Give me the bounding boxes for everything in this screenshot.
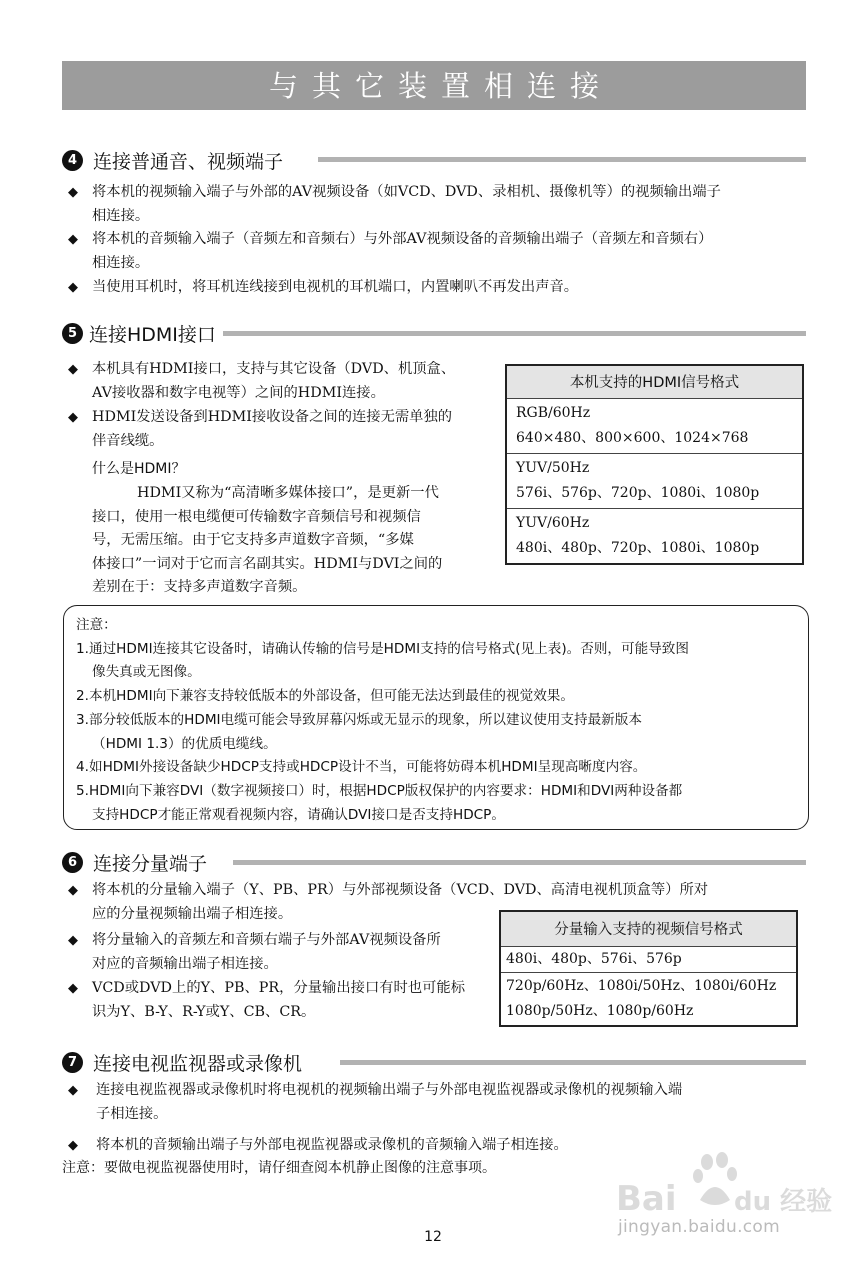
table-cell: YUV/50Hz (506, 453, 803, 481)
note-line: 像失真或无图像。 (92, 664, 201, 681)
s6-bullet-1: ◆ 将本机的分量输入端子（Y、PB、PR）与外部视频设备（VCD、DVD、高清电视机顶盒等）所对 应的分量视频输出端子相连接。 (68, 879, 808, 926)
section-4-number: 4 (62, 150, 83, 171)
section-6-title: 连接分量端子 (93, 852, 208, 875)
section-5-number: 5 (62, 323, 83, 344)
bullet-diamond-icon: ◆ (68, 232, 78, 247)
bullet-diamond-icon: ◆ (68, 280, 78, 295)
s5-bullet-1: ◆ 本机具有HDMI接口，支持与其它设备（DVD、机顶盒、 AV接收器和数字电视等）之间的HDMI连接。 (68, 358, 498, 405)
bullet-diamond-icon: ◆ (68, 185, 78, 200)
hdmi-table-header: 本机支持的HDMI信号格式 (506, 365, 803, 398)
section-7-title: 连接电视监视器或录像机 (93, 1052, 303, 1075)
svg-text:Bai: Bai (616, 1179, 677, 1219)
table-cell: YUV/60Hz (506, 508, 803, 536)
s5-bullet-2: ◆ HDMI发送设备到HDMI接收设备之间的连接无需单独的 伴音线缆。 (68, 406, 498, 453)
baidu-jingyan-watermark-logo (612, 1150, 833, 1220)
section-4-title: 连接普通音、视频端子 (93, 150, 284, 173)
s6-bullet-3: ◆ VCD或DVD上的Y、PB、PR，分量输出接口有时也可能标 识为Y、B-Y、R-Y或Y、CB、CR。 (68, 977, 493, 1024)
s4-bullet-1: ◆ 将本机的视频输入端子与外部的AV视频设备（如VCD、DVD、录相机、摄像机等）的视频输出端子 相连接。 (68, 181, 808, 228)
watermark-url: jingyan.baidu.com (618, 1217, 780, 1237)
section-5-title: 连接HDMI接口 (89, 323, 216, 346)
table-cell: 1080p/50Hz、1080p/60Hz (506, 1002, 694, 1019)
bullet-diamond-icon: ◆ (68, 933, 78, 948)
bullet-diamond-icon: ◆ (68, 1083, 78, 1098)
section-5-heading (62, 321, 216, 345)
section-4-heading (62, 148, 283, 172)
section-6-heading (62, 850, 207, 874)
component-format-table (499, 910, 798, 1027)
note-line: 支持HDCP才能正常观看视频内容，请确认DVI接口是否支持HDCP。 (92, 806, 505, 823)
section-6-rule (233, 860, 806, 865)
page-number: 12 (424, 1229, 442, 1245)
section-6-number: 6 (62, 852, 83, 873)
s4-bullet-3: ◆ 当使用耳机时，将耳机连线接到电视机的耳机端口，内置喇叭不再发出声音。 (68, 276, 808, 300)
section-7-heading (62, 1050, 302, 1074)
bullet-diamond-icon: ◆ (68, 362, 78, 377)
note-line: 4.如HDMI外接设备缺少HDCP支持或HDCP设计不当，可能将妨碍本机HDMI呈现高晰度内容。 (76, 759, 647, 776)
note-line: 5.HDMI向下兼容DVI（数字视频接口）时，根据HDCP版权保护的内容要求：HDMI和DVI两种设备都 (76, 782, 683, 799)
section-4-rule (318, 157, 806, 162)
hdmi-notes-box (63, 605, 809, 830)
table-cell: 640×480、800×600、1024×768 (516, 429, 749, 446)
bullet-diamond-icon: ◆ (68, 981, 78, 996)
notes-title: 注意： (76, 617, 117, 633)
s6-bullet-2: ◆ 将分量输入的音频左和音频右端子与外部AV视频设备所 对应的音频输出端子相连接。 (68, 929, 493, 976)
section-7-rule (340, 1060, 806, 1065)
s7-bullet-2: ◆ 将本机的音频输出端子与外部电视监视器或录像机的音频输入端子相连接。 (68, 1134, 808, 1158)
bullet-diamond-icon: ◆ (68, 883, 78, 898)
table-cell: 576i、576p、720p、1080i、1080p (516, 484, 760, 501)
note-line: 2.本机HDMI向下兼容支持较低版本的外部设备，但可能无法达到最佳的视觉效果。 (76, 688, 574, 705)
component-table-header: 分量输入支持的视频信号格式 (500, 911, 797, 946)
s4-bullet-2: ◆ 将本机的音频输入端子（音频左和音频右）与外部AV视频设备的音频输出端子（音频左和音频右） 相连接。 (68, 228, 808, 275)
s7-bullet-1: ◆ 连接电视监视器或录像机时将电视机的视频输出端子与外部电视监视器或录像机的视频输入端 子相连接。 (68, 1079, 808, 1126)
hdmi-format-table (505, 364, 804, 565)
note-line: 1.通过HDMI连接其它设备时，请确认传输的信号是HDMI支持的信号格式(见上表)。否则，可能导致图 (76, 640, 689, 657)
bullet-diamond-icon: ◆ (68, 410, 78, 425)
what-is-hdmi-text: HDMI又称为“高清晰多媒体接口”，是更新一代 接口，使用一根电缆便可传输数字音频信号和视频信 号，无需压缩。由于它支持多声道数字音频，“多媒 体接口”一词对于它而言名副其实。HDMI与DVI之间的 差别在于：支持多声道数字音频。 (92, 485, 443, 595)
table-cell: 480i、480p、576i、576p (500, 946, 797, 972)
table-cell: RGB/60Hz (506, 398, 803, 426)
table-cell: 720p/60Hz、1080i/50Hz、1080i/60Hz (500, 972, 797, 999)
table-cell: 480i、480p、720p、1080i、1080p (516, 539, 760, 556)
what-is-hdmi-title: 什么是HDMI？ (92, 461, 186, 477)
note-line: （HDMI 1.3）的优质电缆线。 (92, 735, 277, 752)
bullet-diamond-icon: ◆ (68, 1138, 78, 1153)
note-line: 3.部分较低版本的HDMI电缆可能会导致屏幕闪烁或无显示的现象，所以建议使用支持最新版本 (76, 711, 642, 728)
s7-note: 注意：要做电视监视器使用时，请仔细查阅本机静止图像的注意事项。 (62, 1160, 496, 1176)
section-7-number: 7 (62, 1052, 83, 1073)
section-5-rule (223, 331, 806, 336)
page-title-banner: 与其它装置相连接 (62, 61, 806, 110)
svg-text:du 经验: du 经验 (734, 1187, 833, 1217)
